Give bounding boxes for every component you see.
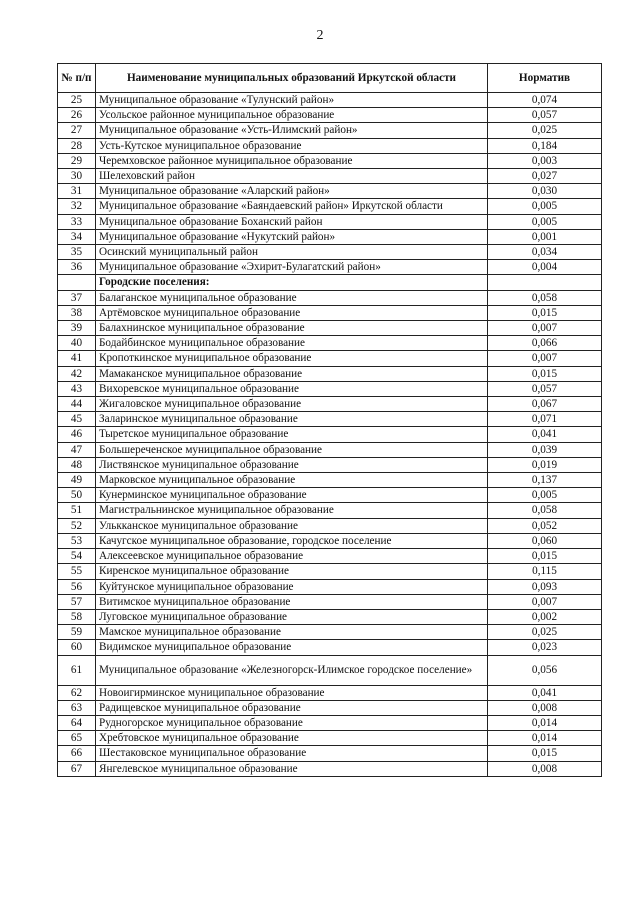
table-row — [58, 412, 602, 427]
table-row — [58, 108, 602, 123]
table-body — [58, 93, 602, 777]
norm-value: 0,005 — [488, 214, 602, 229]
municipality-name: Видимское муниципальное образование — [96, 640, 488, 655]
norm-value: 0,034 — [488, 245, 602, 260]
norm-value: 0,005 — [488, 488, 602, 503]
row-number: 59 — [58, 625, 96, 640]
norm-value: 0,001 — [488, 229, 602, 244]
table-row — [58, 351, 602, 366]
norm-value: 0,058 — [488, 290, 602, 305]
municipality-name: Черемховское районное муниципальное образование — [96, 153, 488, 168]
header-name: Наименование муниципальных образований Иркутской области — [96, 64, 488, 93]
municipality-name: Листвянское муниципальное образование — [96, 457, 488, 472]
norm-value: 0,030 — [488, 184, 602, 199]
norm-value: 0,093 — [488, 579, 602, 594]
municipality-name: Балаганское муниципальное образование — [96, 290, 488, 305]
row-number: 47 — [58, 442, 96, 457]
municipality-name: Муниципальное образование «Баяндаевский район» Иркутской области — [96, 199, 488, 214]
row-number: 31 — [58, 184, 96, 199]
municipality-name: Марковское муниципальное образование — [96, 473, 488, 488]
municipality-name: Шестаковское муниципальное образование — [96, 746, 488, 761]
row-number — [58, 275, 96, 290]
row-number: 33 — [58, 214, 96, 229]
row-number: 30 — [58, 169, 96, 184]
norm-value: 0,039 — [488, 442, 602, 457]
norm-value: 0,007 — [488, 351, 602, 366]
norm-value: 0,027 — [488, 169, 602, 184]
table-row — [58, 746, 602, 761]
table-row — [58, 93, 602, 108]
municipality-name: Артёмовское муниципальное образование — [96, 305, 488, 320]
municipality-name: Кунерминское муниципальное образование — [96, 488, 488, 503]
municipality-name: Балахнинское муниципальное образование — [96, 321, 488, 336]
municipality-name: Муниципальное образование «Усть-Илимский район» — [96, 123, 488, 138]
table-row — [58, 260, 602, 275]
table-row — [58, 685, 602, 700]
municipality-name: Муниципальное образование «Тулунский район» — [96, 93, 488, 108]
norm-value: 0,002 — [488, 609, 602, 624]
table-row — [58, 229, 602, 244]
municipality-name: Городские поселения: — [96, 275, 488, 290]
norm-value: 0,023 — [488, 640, 602, 655]
row-number: 40 — [58, 336, 96, 351]
norm-value: 0,058 — [488, 503, 602, 518]
row-number: 37 — [58, 290, 96, 305]
norm-value: 0,052 — [488, 518, 602, 533]
table-row — [58, 503, 602, 518]
row-number: 28 — [58, 138, 96, 153]
municipality-name: Куйтунское муниципальное образование — [96, 579, 488, 594]
row-number: 54 — [58, 549, 96, 564]
norm-value: 0,008 — [488, 761, 602, 776]
norm-value: 0,057 — [488, 381, 602, 396]
row-number: 34 — [58, 229, 96, 244]
municipality-name: Радищевское муниципальное образование — [96, 700, 488, 715]
norm-value: 0,115 — [488, 564, 602, 579]
municipality-name: Луговское муниципальное образование — [96, 609, 488, 624]
norm-value: 0,137 — [488, 473, 602, 488]
row-number: 58 — [58, 609, 96, 624]
row-number: 26 — [58, 108, 96, 123]
table-row — [58, 715, 602, 730]
norm-value: 0,025 — [488, 123, 602, 138]
row-number: 27 — [58, 123, 96, 138]
row-number: 45 — [58, 412, 96, 427]
municipality-name: Бодайбинское муниципальное образование — [96, 336, 488, 351]
row-number: 61 — [58, 655, 96, 685]
municipality-name: Рудногорское муниципальное образование — [96, 715, 488, 730]
row-number: 63 — [58, 700, 96, 715]
row-number: 41 — [58, 351, 96, 366]
table-row — [58, 442, 602, 457]
row-number: 42 — [58, 366, 96, 381]
row-number: 60 — [58, 640, 96, 655]
norm-value: 0,060 — [488, 533, 602, 548]
row-number: 62 — [58, 685, 96, 700]
norm-value: 0,003 — [488, 153, 602, 168]
municipality-name: Вихоревское муниципальное образование — [96, 381, 488, 396]
row-number: 65 — [58, 731, 96, 746]
norm-value: 0,067 — [488, 397, 602, 412]
norm-value: 0,025 — [488, 625, 602, 640]
norm-value: 0,066 — [488, 336, 602, 351]
municipality-name: Муниципальное образование «Железногорск-Илимское городское поселение» — [96, 655, 488, 685]
header-value: Норматив — [488, 64, 602, 93]
norm-value: 0,015 — [488, 366, 602, 381]
row-number: 66 — [58, 746, 96, 761]
municipality-name: Муниципальное образование «Эхирит-Булагатский район» — [96, 260, 488, 275]
norm-value: 0,015 — [488, 549, 602, 564]
table-row — [58, 594, 602, 609]
norm-value: 0,007 — [488, 321, 602, 336]
municipality-name: Хребтовское муниципальное образование — [96, 731, 488, 746]
municipality-name: Муниципальное образование «Нукутский район» — [96, 229, 488, 244]
table-row — [58, 640, 602, 655]
table-row — [58, 397, 602, 412]
row-number: 49 — [58, 473, 96, 488]
row-number: 53 — [58, 533, 96, 548]
municipality-name: Большереченское муниципальное образование — [96, 442, 488, 457]
table-row — [58, 245, 602, 260]
table-row — [58, 153, 602, 168]
row-number: 25 — [58, 93, 96, 108]
table-row — [58, 381, 602, 396]
norm-value: 0,004 — [488, 260, 602, 275]
municipality-name: Жигаловское муниципальное образование — [96, 397, 488, 412]
municipality-name: Тыретское муниципальное образование — [96, 427, 488, 442]
norm-value: 0,019 — [488, 457, 602, 472]
row-number: 46 — [58, 427, 96, 442]
table-row — [58, 336, 602, 351]
table-row — [58, 564, 602, 579]
row-number: 50 — [58, 488, 96, 503]
municipality-name: Качугское муниципальное образование, городское поселение — [96, 533, 488, 548]
header-num: № п/п — [58, 64, 96, 93]
norm-value: 0,071 — [488, 412, 602, 427]
table-row — [58, 457, 602, 472]
municipality-name: Заларинское муниципальное образование — [96, 412, 488, 427]
norms-table — [57, 63, 602, 777]
table-row — [58, 427, 602, 442]
table-row — [58, 518, 602, 533]
table-row — [58, 366, 602, 381]
municipality-name: Усть-Кутское муниципальное образование — [96, 138, 488, 153]
table-row — [58, 655, 602, 685]
table-row — [58, 184, 602, 199]
table-row — [58, 473, 602, 488]
norm-value: 0,041 — [488, 427, 602, 442]
row-number: 56 — [58, 579, 96, 594]
table-row — [58, 138, 602, 153]
norm-value: 0,014 — [488, 731, 602, 746]
norm-value: 0,041 — [488, 685, 602, 700]
municipality-name: Алексеевское муниципальное образование — [96, 549, 488, 564]
table-row — [58, 549, 602, 564]
table-row — [58, 214, 602, 229]
row-number: 48 — [58, 457, 96, 472]
table-row — [58, 625, 602, 640]
municipality-name: Мамаканское муниципальное образование — [96, 366, 488, 381]
table-row — [58, 700, 602, 715]
norm-value — [488, 275, 602, 290]
municipality-name: Магистральнинское муниципальное образование — [96, 503, 488, 518]
municipality-name: Усольское районное муниципальное образование — [96, 108, 488, 123]
norm-value: 0,184 — [488, 138, 602, 153]
row-number: 36 — [58, 260, 96, 275]
municipality-name: Шелеховский район — [96, 169, 488, 184]
norm-value: 0,007 — [488, 594, 602, 609]
row-number: 44 — [58, 397, 96, 412]
table-row — [58, 579, 602, 594]
row-number: 39 — [58, 321, 96, 336]
row-number: 64 — [58, 715, 96, 730]
table-row — [58, 199, 602, 214]
table-row — [58, 488, 602, 503]
row-number: 52 — [58, 518, 96, 533]
section-heading-row — [58, 275, 602, 290]
table-row — [58, 533, 602, 548]
norm-value: 0,015 — [488, 305, 602, 320]
municipality-name: Муниципальное образование Боханский район — [96, 214, 488, 229]
row-number: 38 — [58, 305, 96, 320]
municipality-name: Мамское муниципальное образование — [96, 625, 488, 640]
table-row — [58, 305, 602, 320]
row-number: 55 — [58, 564, 96, 579]
municipality-name: Осинский муниципальный район — [96, 245, 488, 260]
table-row — [58, 290, 602, 305]
row-number: 57 — [58, 594, 96, 609]
municipality-name: Кропоткинское муниципальное образование — [96, 351, 488, 366]
row-number: 51 — [58, 503, 96, 518]
row-number: 43 — [58, 381, 96, 396]
norm-value: 0,074 — [488, 93, 602, 108]
norm-value: 0,014 — [488, 715, 602, 730]
norm-value: 0,057 — [488, 108, 602, 123]
row-number: 29 — [58, 153, 96, 168]
table-row — [58, 321, 602, 336]
table-row — [58, 609, 602, 624]
municipality-name: Муниципальное образование «Аларский район» — [96, 184, 488, 199]
norm-value: 0,005 — [488, 199, 602, 214]
row-number: 35 — [58, 245, 96, 260]
norm-value: 0,015 — [488, 746, 602, 761]
page-number: 2 — [316, 28, 324, 43]
norm-value: 0,008 — [488, 700, 602, 715]
table-row — [58, 761, 602, 776]
municipality-name: Новоигирминское муниципальное образование — [96, 685, 488, 700]
table-header-row — [58, 64, 602, 93]
table-row — [58, 731, 602, 746]
municipality-name: Киренское муниципальное образование — [96, 564, 488, 579]
municipality-name: Улькканское муниципальное образование — [96, 518, 488, 533]
row-number: 32 — [58, 199, 96, 214]
norm-value: 0,056 — [488, 655, 602, 685]
table-row — [58, 123, 602, 138]
municipality-name: Янгелевское муниципальное образование — [96, 761, 488, 776]
row-number: 67 — [58, 761, 96, 776]
municipality-name: Витимское муниципальное образование — [96, 594, 488, 609]
table-row — [58, 169, 602, 184]
